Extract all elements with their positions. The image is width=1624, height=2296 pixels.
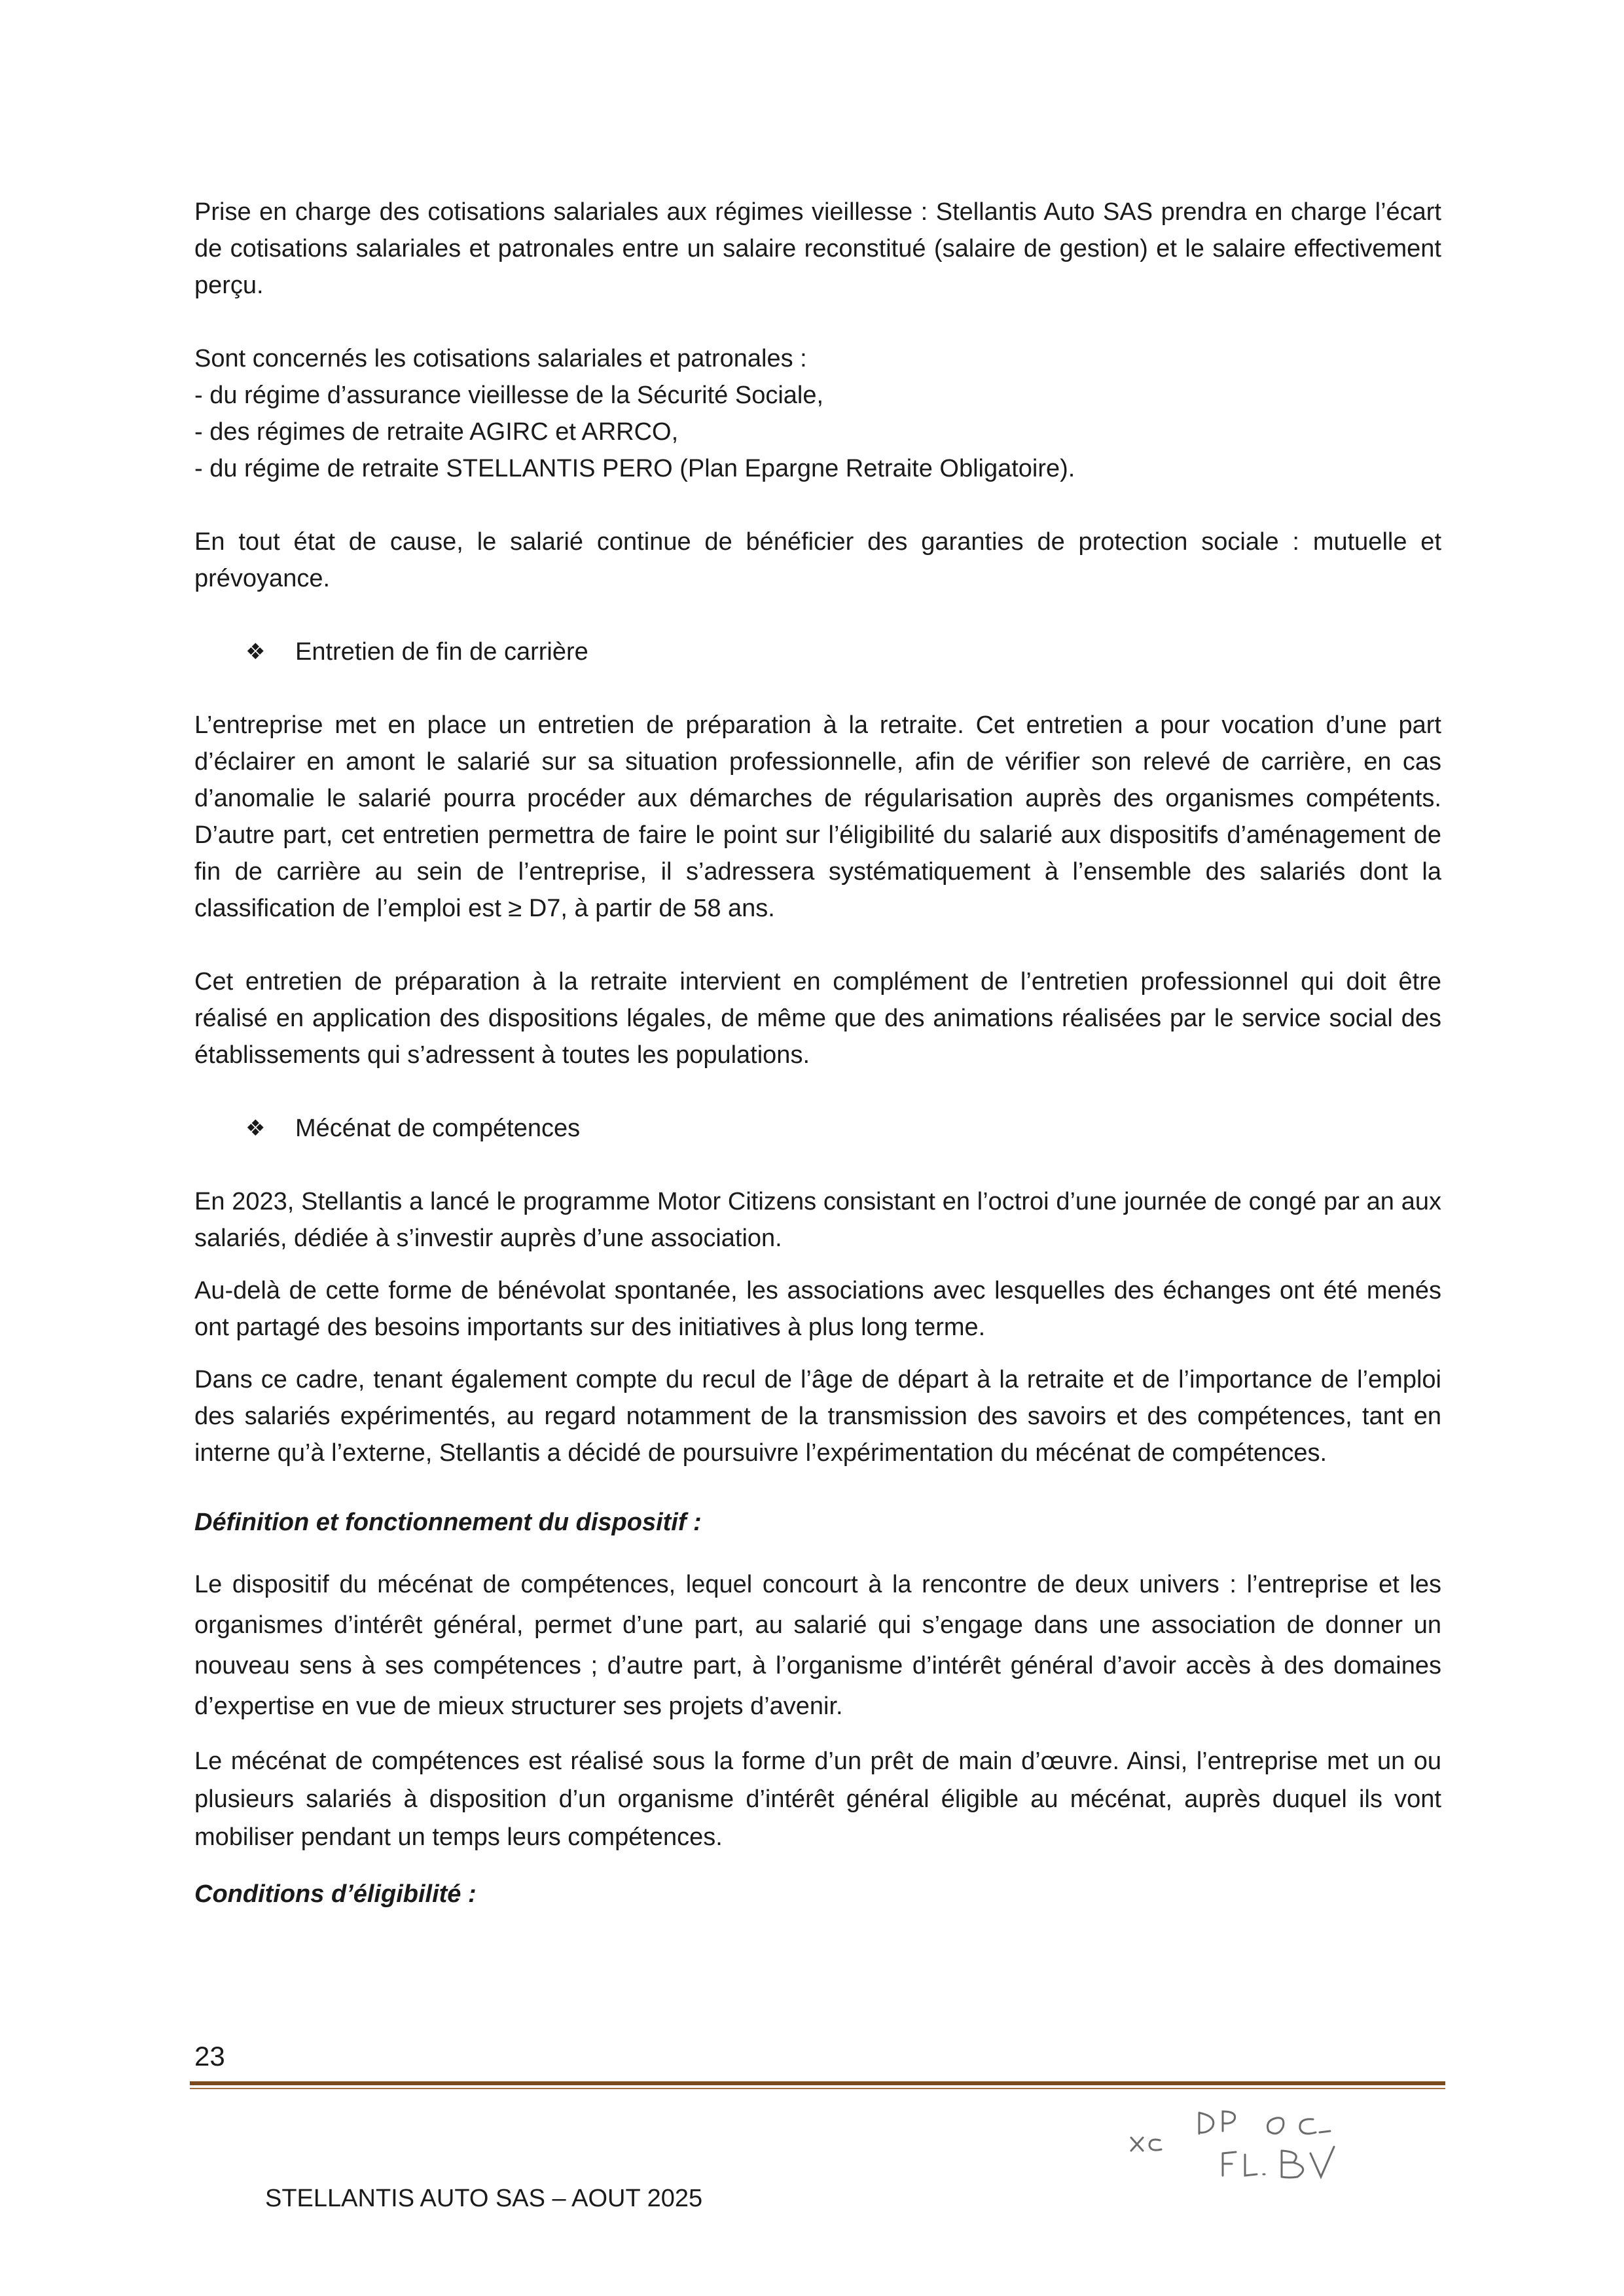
paragraph-entretien-retraite: L’entreprise met en place un entretien de préparation à la retraite. Cet entretien a pour vocation d’une part d’éclairer en amont le salarié sur sa situation professionnelle, afin de vérifier son relevé de carrière, en cas d’anomalie le salarié pourra procéder aux démarches de régularisation auprès des organismes compétents. D’autre part, cet entretien permettra de faire le point sur l’éligibilité du salarié aux dispositifs d’aménagement de fin de carrière au sein de l’entreprise, il s’adressera systématiquement à l’ensemble des salariés dont la classification de l’emploi est ≥ D7, à partir de 58 ans. bbox=[194, 711, 1441, 922]
paragraph-regimes-intro: Sont concernés les cotisations salariales et patronales : bbox=[194, 345, 807, 372]
paragraph-motor-citizens: En 2023, Stellantis a lancé le programme Motor Citizens consistant en l’octroi d’une journée de congé par an aux salariés, dédiée à s’investir auprès d’une association. bbox=[194, 1188, 1441, 1252]
page-number: 23 bbox=[194, 2041, 225, 2072]
paragraph-cotisations: Prise en charge des cotisations salariales aux régimes vieillesse : Stellantis Auto SAS prendra en charge l’écart de cotisations salariales et patronales entre un salaire reconstitué (salaire de gestion) et le salaire effectivement perçu. bbox=[194, 198, 1441, 299]
footer-company-line: STELLANTIS AUTO SAS – AOUT 2025 bbox=[265, 2185, 703, 2212]
diamond-bullet-icon: ❖ bbox=[245, 1115, 266, 1141]
subheading-conditions: Conditions d’éligibilité : bbox=[194, 1880, 477, 1908]
section-heading-entretien bbox=[194, 634, 1441, 670]
section-heading-mecenat bbox=[194, 1110, 1441, 1147]
page-body bbox=[194, 194, 1441, 1912]
section-heading-mecenat-label: Mécénat de compétences bbox=[295, 1115, 581, 1142]
paragraph-protection-sociale: En tout état de cause, le salarié continue de bénéficier des garanties de protection sociale : mutuelle et prévoyance. bbox=[194, 528, 1441, 592]
regime-line-agirc-arrco: - des régimes de retraite AGIRC et ARRCO, bbox=[194, 418, 679, 446]
paragraph-entretien-complement: Cet entretien de préparation à la retraite intervient en complément de l’entretien professionnel qui doit être réalisé en application des dispositions légales, de même que des animations réalisées par le service social des établissements qui s’adressent à toutes les populations. bbox=[194, 968, 1441, 1069]
paragraph-experimentation: Dans ce cadre, tenant également compte du recul de l’âge de départ à la retraite et de l’importance de l’emploi des salariés expérimentés, au regard notamment de la transmission des savoirs et des compétences, tant en interne qu’à l’externe, Stellantis a décidé de poursuivre l’expérimentation du mécénat de compétences. bbox=[194, 1366, 1441, 1467]
subheading-definition: Définition et fonctionnement du dispositif : bbox=[194, 1509, 702, 1536]
paragraph-dispositif: Le dispositif du mécénat de compétences, lequel concourt à la rencontre de deux univers : l’entreprise et les organismes d’intérêt général, permet d’une part, au salarié qui s’engage dans une association de donner un nouveau sens à ses compétences ; d’autre part, à l’organisme d’intérêt général d’avoir accès à des domaines d’expertise en vue de mieux structurer ses projets d’avenir. bbox=[194, 1571, 1441, 1720]
paragraph-benevolat: Au-delà de cette forme de bénévolat spontanée, les associations avec lesquelles des échanges ont été menés ont partagé des besoins importants sur des initiatives à plus long terme. bbox=[194, 1277, 1441, 1341]
regime-line-pero: - du régime de retraite STELLANTIS PERO (Plan Epargne Retraite Obligatoire). bbox=[194, 455, 1075, 482]
handwritten-initials bbox=[1126, 2105, 1375, 2183]
regime-line-securite-sociale: - du régime d’assurance vieillesse de la Sécurité Sociale, bbox=[194, 382, 824, 409]
paragraph-pret-main-oeuvre: Le mécénat de compétences est réalisé sous la forme d’un prêt de main d’œuvre. Ainsi, l’entreprise met un ou plusieurs salariés à disposition d’un organisme d’intérêt général éligible au mécénat, auprès duquel ils vont mobiliser pendant un temps leurs compétences. bbox=[194, 1748, 1441, 1851]
diamond-bullet-icon: ❖ bbox=[245, 639, 266, 665]
footer-rule bbox=[190, 2081, 1445, 2085]
section-heading-entretien-label: Entretien de fin de carrière bbox=[295, 638, 588, 666]
footer-rule-thin bbox=[190, 2088, 1445, 2089]
